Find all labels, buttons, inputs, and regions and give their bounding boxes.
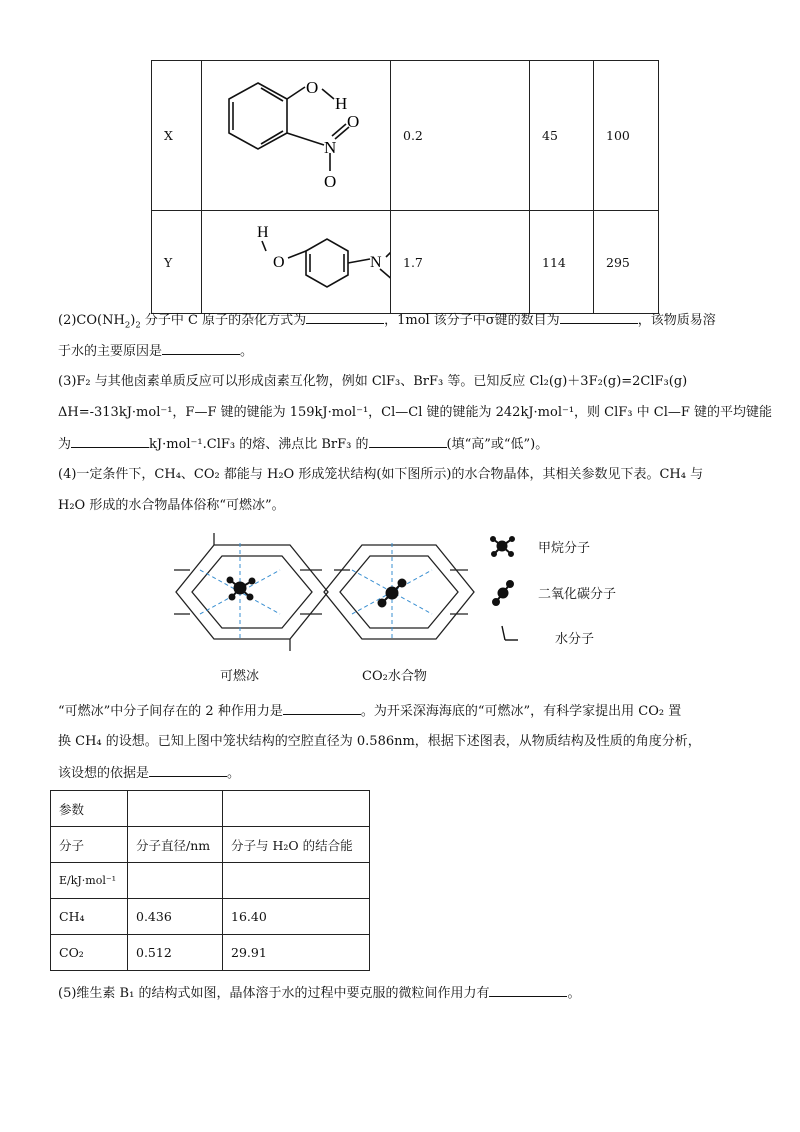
o-nitrophenol-structure bbox=[202, 61, 390, 207]
nitrogen-label: N bbox=[370, 254, 382, 271]
methane-icon bbox=[491, 537, 515, 557]
table-cell: 0.436 bbox=[128, 899, 223, 935]
table-row bbox=[51, 935, 370, 971]
caption-right: CO₂水合物 bbox=[362, 669, 427, 684]
table-cell: E/kJ·mol⁻¹ bbox=[51, 863, 128, 899]
answer-blank[interactable] bbox=[369, 435, 447, 448]
table-row bbox=[51, 899, 370, 935]
q3-line3: 为 kJ·mol⁻¹.ClF₃ 的熔、沸点比 BrF₃ 的 (填“高”或“低”)。 bbox=[58, 437, 549, 452]
table-cell bbox=[128, 863, 223, 899]
answer-blank[interactable] bbox=[71, 435, 149, 448]
oxygen-label: O bbox=[306, 78, 319, 97]
table-cell bbox=[128, 791, 223, 827]
legend-water: 水分子 bbox=[555, 632, 595, 647]
answer-blank[interactable] bbox=[489, 984, 567, 997]
q4-para2: 换 CH₄ 的设想。已知上图中笼状结构的空腔直径为 0.586nm，根据下述图表，从物质结构及性质的角度分析， bbox=[58, 734, 701, 749]
nitrogen-label: N bbox=[324, 138, 337, 157]
q3-line1: (3)F₂ 与其他卤素单质反应可以形成卤素互化物，例如 ClF₃、BrF₃ 等。已知反应 Cl₂(g)＋3F₂(g)=2ClF₃(g) bbox=[58, 374, 688, 389]
table-cell: CH₄ bbox=[51, 899, 128, 935]
table-cell: 1.7 bbox=[391, 211, 530, 314]
caption-left: 可燃冰 bbox=[220, 669, 260, 684]
table-cell: 295 bbox=[594, 211, 659, 314]
table-cell: 参数 bbox=[51, 791, 128, 827]
table-cell: 29.91 bbox=[223, 935, 370, 971]
legend-co2: 二氧化碳分子 bbox=[538, 587, 617, 602]
water-icon bbox=[502, 626, 518, 640]
q4-line1: (4)一定条件下，CH₄、CO₂ 都能与 H₂O 形成笼状结构(如下图所示)的水合物晶体，其相关参数见下表。CH₄ 与 bbox=[58, 467, 704, 482]
table-cell: 45 bbox=[530, 61, 594, 211]
table-row bbox=[152, 211, 659, 314]
hydrogen-label: H bbox=[257, 224, 269, 241]
table-cell: 分子直径/nm bbox=[128, 827, 223, 863]
parameter-table bbox=[50, 790, 370, 971]
answer-blank[interactable] bbox=[560, 311, 638, 324]
table-cell: 16.40 bbox=[223, 899, 370, 935]
compound-table bbox=[151, 60, 659, 314]
table-row bbox=[51, 827, 370, 863]
legend-methane: 甲烷分子 bbox=[538, 541, 591, 556]
p-nitrophenol-structure bbox=[202, 211, 390, 310]
table-cell: CO₂ bbox=[51, 935, 128, 971]
structure-cell bbox=[202, 211, 391, 314]
table-cell: 分子与 H₂O 的结合能 bbox=[223, 827, 370, 863]
co2-icon bbox=[493, 581, 514, 606]
q4-line2: H₂O 形成的水合物晶体俗称“可燃冰”。 bbox=[58, 498, 285, 513]
q5-line: (5)维生素 B₁ 的结构式如图，晶体溶于水的过程中要克服的微粒间作用力有 。 bbox=[58, 986, 581, 1001]
table-cell: 100 bbox=[594, 61, 659, 211]
q2-line1: $(2)CO(NH_2)_2$ 分子中 C 原子的杂化方式为 ，1mol 该分子中σ键的数目为 ，该物质易溶 bbox=[58, 313, 716, 331]
oxygen-label: O bbox=[324, 172, 337, 191]
oxygen-label: O bbox=[273, 254, 285, 271]
answer-blank[interactable] bbox=[306, 311, 384, 324]
table-cell: 0.2 bbox=[391, 61, 530, 211]
q4-para3: 该设想的依据是 。 bbox=[58, 766, 241, 781]
clathrate-figure bbox=[170, 525, 480, 660]
table-row bbox=[51, 863, 370, 899]
answer-blank[interactable] bbox=[149, 764, 227, 777]
table-cell bbox=[223, 863, 370, 899]
table-row bbox=[152, 61, 659, 211]
answer-blank[interactable] bbox=[162, 342, 240, 355]
oxygen-label: O bbox=[347, 112, 360, 131]
answer-blank[interactable] bbox=[283, 702, 361, 715]
q4-para1: “可燃冰”中分子间存在的 2 种作用力是 。为开采深海海底的“可燃冰”，有科学家提出用 CO₂ 置 bbox=[58, 704, 682, 719]
table-cell bbox=[223, 791, 370, 827]
q2-line2: 于水的主要原因是 。 bbox=[58, 344, 254, 359]
row-label: Y bbox=[152, 211, 202, 314]
hydrogen-label: H bbox=[335, 94, 348, 113]
table-cell: 分子 bbox=[51, 827, 128, 863]
table-cell: 114 bbox=[530, 211, 594, 314]
q3-line2: ΔH=-313kJ·mol⁻¹，F—F 键的键能为 159kJ·mol⁻¹，Cl—Cl 键的键能为 242kJ·mol⁻¹，则 ClF₃ 中 Cl—F 键的平均键能 bbox=[58, 405, 773, 420]
legend-icons bbox=[488, 532, 528, 647]
table-row bbox=[51, 791, 370, 827]
row-label: X bbox=[152, 61, 202, 211]
structure-cell bbox=[202, 61, 391, 211]
table-cell: 0.512 bbox=[128, 935, 223, 971]
